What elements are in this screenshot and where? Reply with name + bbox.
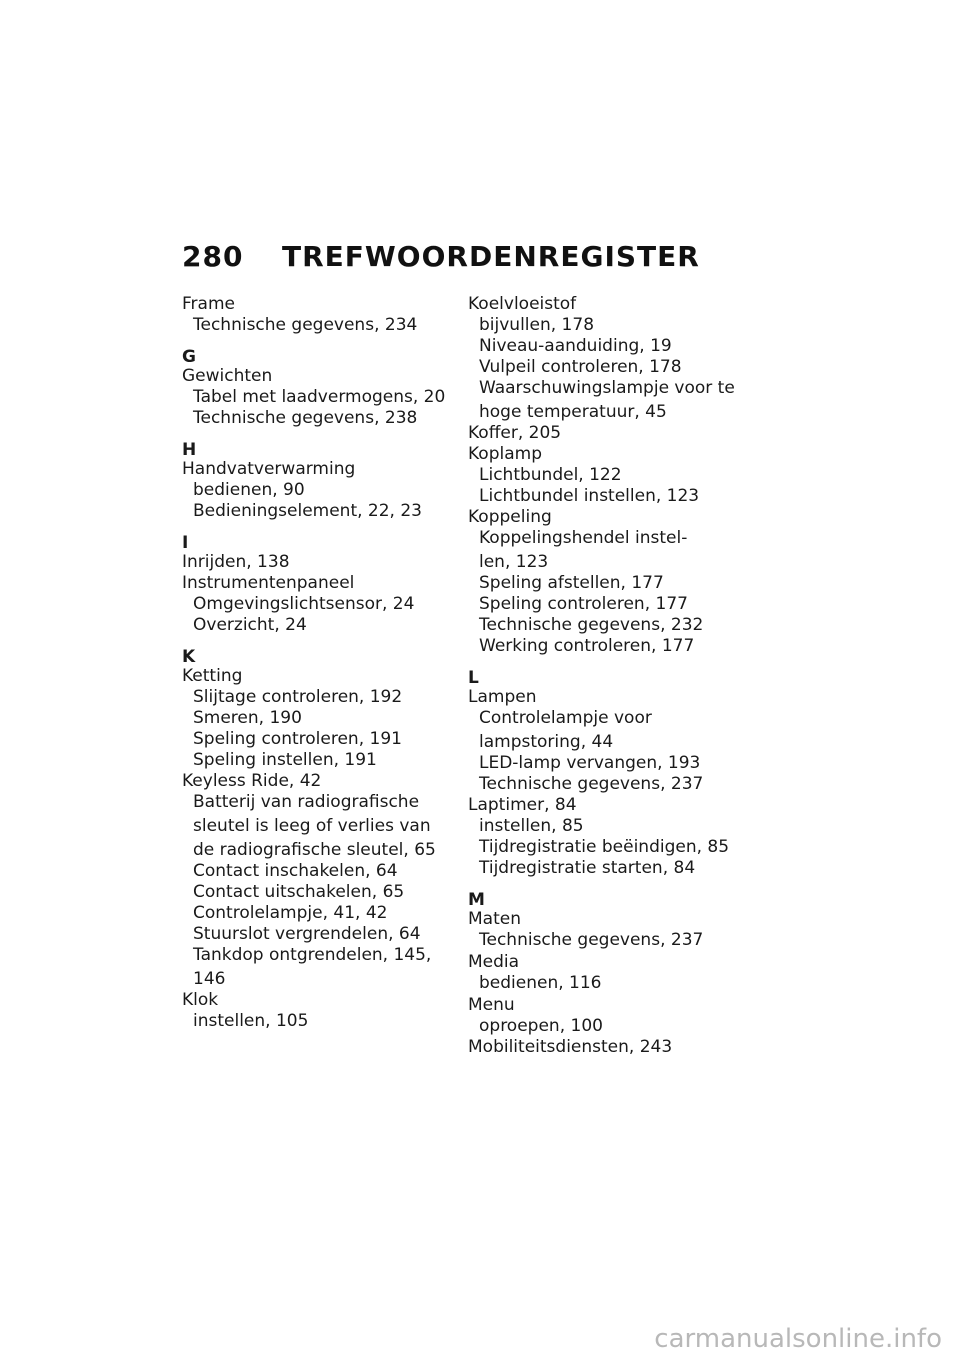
wrap-line: Batterij van radiografische bbox=[193, 792, 420, 812]
index-subentry: Stuurslot vergrendelen, 64 bbox=[193, 924, 421, 944]
index-subentry: Overzicht, 24 bbox=[193, 615, 307, 635]
section-letter: H bbox=[182, 440, 197, 460]
section-letter: M bbox=[468, 890, 485, 910]
index-entry: Koelvloeistof bbox=[468, 294, 577, 314]
watermark: carmanualsonline.info bbox=[654, 1324, 942, 1354]
index-subentry: Smeren, 190 bbox=[193, 708, 302, 728]
index-subentry-wrapped bbox=[468, 708, 738, 753]
wrap-line: 146 bbox=[193, 969, 226, 989]
index-subentry: Slijtage controleren, 192 bbox=[193, 687, 403, 707]
index-entry: Gewichten bbox=[182, 366, 273, 386]
index-entry: Koppeling bbox=[468, 507, 552, 527]
index-entry: Koplamp bbox=[468, 444, 542, 464]
index-subentry: Technische gegevens, 238 bbox=[193, 408, 418, 428]
index-subentry: Tabel met laadvermogens, 20 bbox=[193, 387, 446, 407]
index-entry: Laptimer, 84 bbox=[468, 795, 577, 815]
wrap-line: Tankdop ontgrendelen, 145, bbox=[193, 945, 432, 965]
index-subentry: Technische gegevens, 234 bbox=[193, 315, 418, 335]
index-subentry: oproepen, 100 bbox=[479, 1016, 603, 1036]
index-subentry: Contact uitschakelen, 65 bbox=[193, 882, 405, 902]
section-letter: I bbox=[182, 533, 189, 553]
index-subentry: bijvullen, 178 bbox=[479, 315, 595, 335]
section-letter: L bbox=[468, 668, 479, 688]
page-number: 280 bbox=[182, 240, 244, 273]
index-subentry: Technische gegevens, 237 bbox=[479, 930, 704, 950]
index-column-right bbox=[468, 294, 738, 1058]
index-entry: Keyless Ride, 42 bbox=[182, 771, 322, 791]
wrap-line: Koppelingshendel instel- bbox=[479, 528, 688, 548]
index-subentry: Lichtbundel instellen, 123 bbox=[479, 486, 700, 506]
index-entry: Klok bbox=[182, 990, 219, 1010]
index-subentry-wrapped bbox=[468, 528, 738, 573]
index-subentry: Speling controleren, 191 bbox=[193, 729, 402, 749]
index-entry: Mobiliteitsdiensten, 243 bbox=[468, 1037, 673, 1057]
index-entry: Lampen bbox=[468, 687, 537, 707]
index-subentry: Speling afstellen, 177 bbox=[479, 573, 664, 593]
index-subentry: Vulpeil controleren, 178 bbox=[479, 357, 682, 377]
index-subentry: Omgevingslichtsensor, 24 bbox=[193, 594, 415, 614]
index-entry: Koffer, 205 bbox=[468, 423, 562, 443]
index-subentry: Speling instellen, 191 bbox=[193, 750, 377, 770]
section-letter: G bbox=[182, 347, 196, 367]
index-subentry: Technische gegevens, 232 bbox=[479, 615, 704, 635]
index-subentry-wrapped bbox=[468, 378, 738, 423]
index-entry: Handvatverwarming bbox=[182, 459, 356, 479]
index-subentry: Werking controleren, 177 bbox=[479, 636, 695, 656]
index-column-left bbox=[182, 294, 452, 1032]
index-subentry: Technische gegevens, 237 bbox=[479, 774, 704, 794]
wrap-line: de radiografische sleutel, 65 bbox=[193, 840, 436, 860]
index-subentry: bedienen, 116 bbox=[479, 973, 602, 993]
section-letter: K bbox=[182, 647, 196, 667]
index-subentry: Lichtbundel, 122 bbox=[479, 465, 622, 485]
index-entry: Instrumentenpaneel bbox=[182, 573, 355, 593]
index-entry: Ketting bbox=[182, 666, 243, 686]
index-entry: Menu bbox=[468, 995, 515, 1015]
index-entry: Maten bbox=[468, 909, 521, 929]
index-subentry-wrapped bbox=[182, 945, 452, 990]
index-subentry: Controlelampje, 41, 42 bbox=[193, 903, 388, 923]
index-subentry: Tijdregistratie beëindigen, 85 bbox=[479, 837, 730, 857]
index-entry: Frame bbox=[182, 294, 235, 314]
wrap-line: lampstoring, 44 bbox=[479, 732, 614, 752]
wrap-line: hoge temperatuur, 45 bbox=[479, 402, 667, 422]
wrap-line: sleutel is leeg of verlies van bbox=[193, 816, 431, 836]
index-subentry: Tijdregistratie starten, 84 bbox=[479, 858, 696, 878]
index-entry: Inrijden, 138 bbox=[182, 552, 290, 572]
wrap-line: len, 123 bbox=[479, 552, 549, 572]
wrap-line: Waarschuwingslampje voor te bbox=[479, 378, 735, 398]
index-subentry: bedienen, 90 bbox=[193, 480, 305, 500]
index-entry: Media bbox=[468, 952, 520, 972]
page-title: TREFWOORDENREGISTER bbox=[282, 240, 700, 273]
index-subentry: Speling controleren, 177 bbox=[479, 594, 688, 614]
index-subentry: LED-lamp vervangen, 193 bbox=[479, 753, 701, 773]
index-subentry: Contact inschakelen, 64 bbox=[193, 861, 398, 881]
index-subentry: instellen, 85 bbox=[479, 816, 584, 836]
index-subentry-wrapped bbox=[182, 792, 452, 861]
index-subentry: Bedieningselement, 22, 23 bbox=[193, 501, 422, 521]
index-subentry: instellen, 105 bbox=[193, 1011, 309, 1031]
wrap-line: Controlelampje voor bbox=[479, 708, 652, 728]
page-header bbox=[182, 240, 700, 273]
index-subentry: Niveau-aanduiding, 19 bbox=[479, 336, 672, 356]
